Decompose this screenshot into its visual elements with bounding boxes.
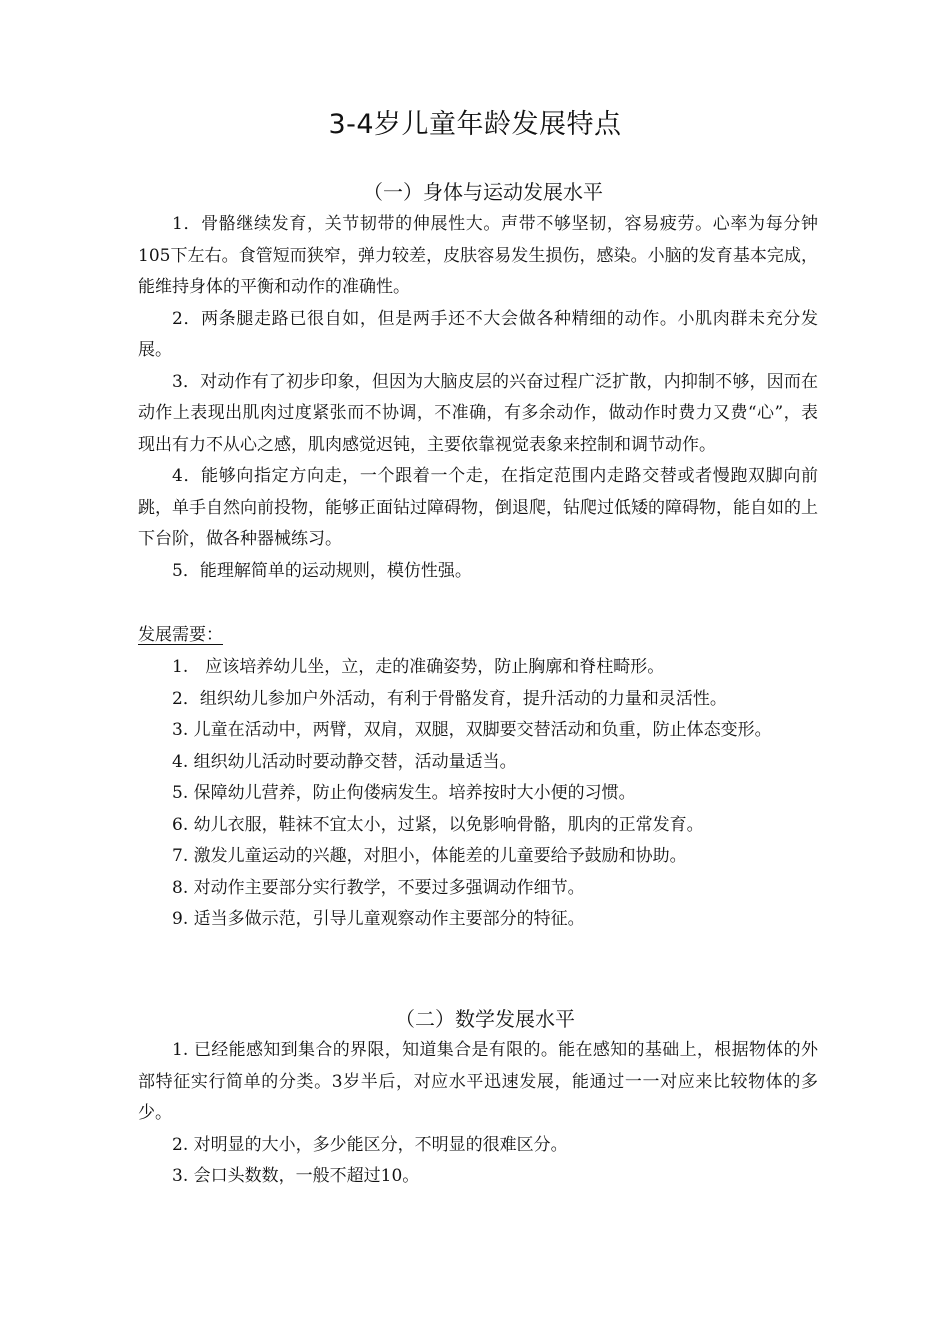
paragraph: 2. 对明显的大小，多少能区分，不明显的很难区分。 [172,1134,568,1155]
paragraph: 2．两条腿走路已很自如，但是两手还不大会做各种精细的动作。小肌肉群未充分发展。 [138,308,818,360]
section-physical-body [138,209,818,587]
paragraph: 4．能够向指定方向走，一个跟着一个走，在指定范围内走路交替或者慢跑双脚向前跳，单手自然向前投物，能够正面钻过障碍物，倒退爬，钻爬过低矮的障碍物，能自如的上下台阶，做各种器械练习。 [138,466,818,549]
list-item: 5. 保障幼儿营养，防止佝偻病发生。培养按时大小便的习惯。 [172,783,636,803]
paragraph: 3．对动作有了初步印象，但因为大脑皮层的兴奋过程广泛扩散，内抑制不够，因而在动作上表现出肌肉过度紧张而不协调，不准确，有多余动作，做动作时费力又费“心”，表现出有力不从心之感，肌肉感觉迟钝，主要依靠视觉表象来控制和调节动作。 [138,371,818,455]
list-item: 6. 幼儿衣服，鞋袜不宜太小，过紧，以免影响骨骼，肌肉的正常发育。 [172,814,704,835]
list-item: 8. 对动作主要部分实行教学，不要过多强调动作细节。 [172,877,585,898]
list-item: 3. 儿童在活动中，两臂，双肩，双腿，双脚要交替活动和负重，防止体态变形。 [172,720,772,740]
list-item: 1. 应该培养幼儿坐，立，走的准确姿势，防止胸廓和脊柱畸形。 [172,657,665,677]
development-needs-label: 发展需要： [138,625,223,645]
section-heading-physical: （一）身体与运动发展水平 [363,180,603,204]
section-heading-math: （二）数学发展水平 [395,1007,575,1031]
paragraph: 1. 已经能感知到集合的界限，知道集合是有限的。能在感知的基础上，根据物体的外部特征实行简单的分类。3岁半后，对应水平迅速发展，能通过一一对应来比较物体的多少。 [138,1040,818,1123]
document-title: 3-4岁儿童年龄发展特点 [328,109,622,140]
list-item: 4. 组织幼儿活动时要动静交替，活动量适当。 [172,751,517,772]
section-math-body [138,1035,818,1193]
list-item: 7. 激发儿童运动的兴趣，对胆小，体能差的儿童要给予鼓励和协助。 [172,846,687,866]
paragraph: 1．骨骼继续发育，关节韧带的伸展性大。声带不够坚韧，容易疲劳。心率为每分钟105下左右。食管短而狭窄，弹力较差，皮肤容易发生损伤，感染。小脑的发育基本完成，能维持身体的平衡和动作的准确性。 [138,214,818,297]
paragraph: 5．能理解简单的运动规则，模仿性强。 [172,560,472,581]
development-needs-list [138,652,818,936]
paragraph: 3. 会口头数数，一般不超过10。 [172,1166,420,1186]
list-item: 2．组织幼儿参加户外活动，有利于骨骼发育，提升活动的力量和灵活性。 [172,688,727,709]
list-item: 9. 适当多做示范，引导儿童观察动作主要部分的特征。 [172,909,585,929]
